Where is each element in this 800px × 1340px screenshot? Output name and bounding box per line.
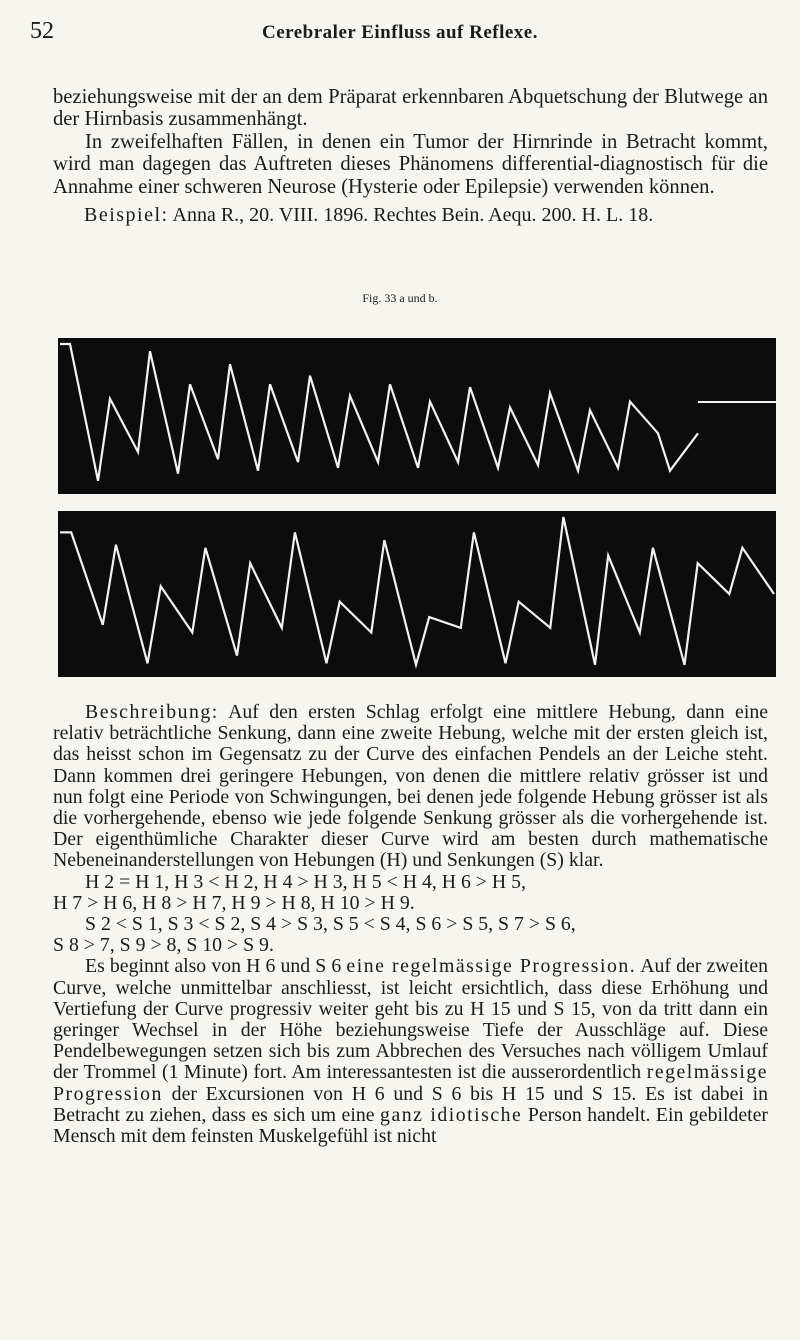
conclusion-paragraph	[53, 956, 768, 1147]
conclusion-end: Person handelt. Ein gebildeter Mensch mit dem feinsten Muskelgefühl ist nicht	[53, 1103, 768, 1148]
description-paragraph	[53, 702, 768, 872]
figure-33a-trace	[58, 338, 776, 494]
example-label: Beispiel:	[84, 204, 169, 226]
page-header	[30, 18, 770, 48]
description-label: Beschreibung:	[85, 701, 219, 723]
conclusion-middle-2: der Excursionen von H 6 und S 6 bis H 15 und S 15. Es ist dabei in Betracht zu ziehen, dass es sich um eine	[53, 1082, 768, 1126]
trace-a-svg	[58, 338, 776, 494]
figure-33b-trace	[58, 511, 776, 677]
conclusion-middle: Auf der zweiten Curve, welche unmittelbar anschliesst, ist leicht ersichtlich, dass diese Erhöhung und Vertiefung der Curve progressiv weiter geht bis zu H 15 und S 15, von da tritt dann ein geringer Wechsel in der Höhe beziehungsweise Tiefe der Ausschläge auf. Diese Pendelbewegungen setzen sich bis zum Abbrechen des Versuches nach völligem Umlauf der Trommel (1 Minute) fort. Am interessantesten ist die ausserordentlich	[53, 955, 769, 1084]
hebung-relation-2: H 7 > H 6, H 8 > H 7, H 9 > H 8, H 10 > H 9.	[53, 891, 415, 914]
trace-b-svg	[58, 511, 776, 677]
senkung-relation-2: S 8 > 7, S 9 > 8, S 10 > S 9.	[53, 934, 274, 957]
conclusion-emphasis-2: regelmässige Progression	[53, 1061, 768, 1105]
conclusion-emphasis-1: eine regelmässige Progression.	[346, 955, 637, 978]
intro-text	[53, 86, 768, 198]
description-text	[53, 702, 768, 1147]
figure-caption: Fig. 33 a und b.	[362, 291, 438, 305]
example-line	[84, 204, 774, 227]
conclusion-start: Es beginnt also von H 6 und S 6	[85, 955, 342, 978]
intro-paragraph-1: beziehungsweise mit der an dem Präparat erkennbaren Abquetschung der Blutwege an der Hirnbasis zusammenhängt.	[53, 86, 768, 131]
trace-b-curve	[60, 517, 774, 665]
intro-paragraph-2: In zweifelhaften Fällen, in denen ein Tumor der Hirnrinde in Betracht kommt, wird man dagegen das Auftreten dieses Phänomens differential-diagnostisch für die Annahme einer schweren Neurose (Hysterie oder Epilepsie) verwenden können.	[53, 130, 768, 198]
running-title: Cerebraler Einfluss auf Reflexe.	[262, 22, 538, 43]
example-text: Anna R., 20. VIII. 1896. Rechtes Bein. Aequ. 200. H. L. 18.	[172, 204, 654, 226]
page-number: 52	[30, 18, 54, 44]
hebung-relation-1: H 2 = H 1, H 3 < H 2, H 4 > H 3, H 5 < H 4, H 6 > H 5,	[85, 870, 526, 893]
description-body: Auf den ersten Schlag erfolgt eine mittlere Hebung, dann eine relativ beträchtliche Senkung, dann eine zweite Hebung, welche mit der ersten gleich ist, das heisst schon im Gegensatz zu der Curve des einfachen Pendels an der Leiche steht. Dann kommen drei geringere Hebungen, von denen die mittlere relativ grösser ist und nun folgt eine Periode von Schwingungen, bei denen jede folgende Hebung grösser ist als die vorhergehende, ebenso wie jede folgende Senkung grösser als die vorhergehende ist. Der eigenthümliche Charakter dieser Curve wird am besten durch mathematische Nebeneinanderstellungen von Hebungen (H) und Senkungen (S) klar.	[53, 701, 768, 872]
trace-a-curve	[60, 344, 698, 481]
senkung-relation-1: S 2 < S 1, S 3 < S 2, S 4 > S 3, S 5 < S 4, S 6 > S 5, S 7 > S 6,	[85, 913, 576, 936]
conclusion-emphasis-3: ganz idiotische	[380, 1103, 523, 1126]
